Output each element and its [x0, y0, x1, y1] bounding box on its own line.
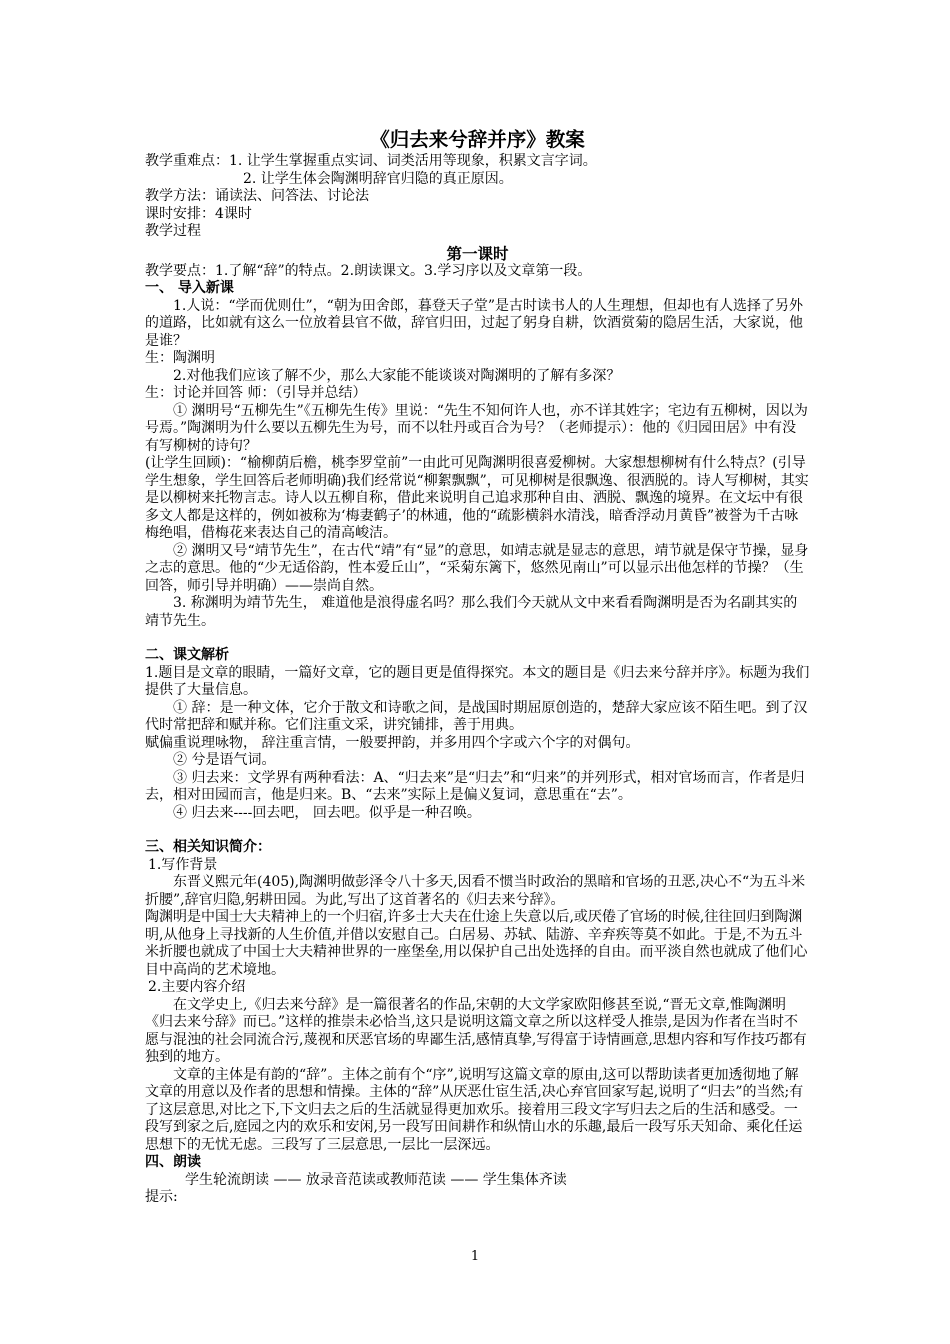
s3-paragraph: 2.主要内容介绍 — [148, 979, 246, 995]
s2-paragraph: 1.题目是文章的眼睛，一篇好文章，它的题目更是值得探究。本文的题目是《归去来兮辞并序》。标题为我们提供了大量信息。 — [145, 664, 810, 698]
s2-paragraph: ④ 归去来----回去吧， 回去吧。似乎是一种召唤。 — [173, 804, 481, 821]
s3-paragraph: 在文学史上,《归去来兮辞》是一篇很著名的作品,宋朝的大文学家欧阳修甚至说,“晋无文章,惟陶渊明《归去来兮辞》而已。”这样的推崇未必恰当,这只是说明这篇文章之所以这样受人推崇,是因为作者在当时不愿与混浊的社会同流合污,蔑视和厌恶官场的卑鄙生活,感情真挚,写得富于诗情画意,思想内容和写作技巧都有独到的地方。 — [145, 996, 807, 1065]
document-title: 《归去来兮辞并序》教案 — [370, 128, 585, 151]
document-page — [145, 128, 810, 1207]
s1-paragraph: ② 渊明又号“靖节先生”，在古代“靖”有“显”的意思，如靖志就是显志的意思，靖节就是保守节操，显身之志的意思。他的“少无适俗韵，性本爱丘山”，“采菊东篱下，悠然见南山”可以显示出他怎样的节操？（生回答，师引导并明确）——崇尚自然。 — [145, 542, 809, 594]
section-2-heading: 二、课文解析 — [145, 647, 229, 663]
meta-difficulty-2: 2. 让学生体会陶渊明辞官归隐的真正原因。 — [243, 170, 513, 187]
s4-paragraph: 提示: — [145, 1189, 178, 1205]
s3-paragraph: 1.写作背景 — [148, 856, 218, 873]
section-3-heading: 三、相关知识简介： — [145, 839, 271, 855]
s2-paragraph: ③ 归去来：文学界有两种看法：A、“归去来”是“归去”和“归来”的并列形式，相对官场而言，作者是归去，相对田园而言，他是归来。B、“去来”实际上是偏义复词，意思重在“去”。 — [145, 769, 805, 803]
section-4-heading: 四、朗读 — [145, 1154, 201, 1170]
s1-paragraph: (让学生回顾)：“榆柳荫后檐，桃李罗堂前”一由此可见陶渊明很喜爱柳树。大家想想柳树有什么特点？(引导学生想象，学生回答后老师明确)我们经常说“柳絮飘飘”，可见柳树是很飘逸、很洒脱的。诗人写柳树，其实是以柳树来托物言志。诗人以五柳自称，借此来说明自己追求那种自由、洒脱、飘逸的境界。在文坛中有很多文人都是这样的，例如被称为‘梅妻鹤子’的林逋，他的“疏影横斜水清浅，暗香浮动月黄昏”被誉为千古咏梅绝唱，借梅花来表达自己的清高峻洁。 — [145, 455, 809, 541]
s1-paragraph: 2.对他我们应该了解不少，那么大家能不能谈谈对陶渊明的了解有多深？ — [173, 367, 621, 384]
s2-paragraph: ② 兮是语气词。 — [173, 752, 276, 768]
spacer — [145, 822, 810, 839]
s3-paragraph: 东晋义熙元年(405),陶渊明做彭泽令八十多天,因看不惯当时政治的黑暗和官场的丑恶,决心不“为五斗米折腰”,辞官归隐,躬耕田园。为此,写出了这首著名的《归去来兮辞》。 — [145, 874, 806, 908]
lesson-points: 教学要点：1.了解“辞”的特点。2.朗读课文。3.学习序以及文章第一段。 — [145, 262, 592, 279]
s1-paragraph: 生：陶渊明 — [145, 350, 215, 366]
s2-paragraph: ① 辞：是一种文体，它介于散文和诗歌之间，是战国时期屈原创造的，楚辞大家应该不陌生吧。到了汉代时常把辞和赋并称。它们注重文采，讲究铺排，善于用典。 — [145, 699, 808, 733]
s3-paragraph: 陶渊明是中国士大夫精神上的一个归宿,许多士大夫在仕途上失意以后,或厌倦了官场的时候,往往回归到陶渊明,从他身上寻找新的人生价值,并借以安慰自己。白居易、苏轼、陆游、辛弃疾等莫不如此。于是,不为五斗米折腰也就成了中国士大夫精神世界的一座堡垒,用以保护自己出处选择的自由。而平淡自然也就成了他们心目中高尚的艺术境地。 — [145, 909, 808, 978]
s3-paragraph: 文章的主体是有韵的“辞”。主体之前有个“序”,说明写这篇文章的原由,这可以帮助读者更加透彻地了解文章的用意以及作者的思想和情操。主体的“辞”从厌恶仕宦生活,决心弃官回家写起,说明了“归去”的当然;有了这层意思,对比之下,下文归去之后的生活就显得更加欢乐。接着用三段文字写归去之后的生活和感受。一段写到家之后,庭园之内的欢乐和安闲,另一段写田间耕作和纵情山水的乐趣,最后一段写乐天知命、乘化任运思想下的无忧无虑。三段写了三层意思,一层比一层深远。 — [145, 1066, 804, 1153]
meta-schedule: 课时安排：4课时 — [145, 205, 252, 222]
s4-paragraph: 学生轮流朗读 —— 放录音范读或教师范读 —— 学生集体齐读 — [185, 1171, 567, 1188]
s1-paragraph: 3. 称渊明为靖节先生， 难道他是浪得虚名吗？那么我们今天就从文中来看看陶渊明是否为名副其实的靖节先生。 — [145, 595, 798, 629]
s2-paragraph: 赋偏重说理咏物， 辞注重言情，一般要押韵，并多用四个字或六个字的对偶句。 — [145, 734, 640, 751]
section-1-heading: 一、 导入新课 — [145, 280, 234, 296]
meta-methods: 教学方法：诵读法、问答法、讨论法 — [145, 188, 369, 204]
lesson-title: 第一课时 — [446, 243, 509, 263]
page-number: 1 — [470, 1249, 480, 1264]
s1-paragraph: 1.人说：“学而优则仕”，“朝为田舍郎，暮登天子堂”是古时读书人的人生理想，但却也有人选择了另外的道路，比如就有这么一位放着县官不做，辞官归田，过起了躬身自耕，饮酒赏菊的隐居生活，大家说，他是谁？ — [145, 297, 803, 349]
spacer — [145, 630, 810, 647]
meta-difficulty: 教学重难点：1. 让学生掌握重点实词、词类活用等现象，积累文言字词。 — [145, 153, 597, 169]
meta-process: 教学过程 — [145, 223, 201, 239]
s1-paragraph: ① 渊明号“五柳先生”《五柳先生传》里说：“先生不知何许人也，亦不详其姓字；宅边有五柳树，因以为号焉。”陶渊明为什么要以五柳先生为号，而不以牡丹或百合为号？（老师提示）：他的《归园田居》中有没有写柳树的诗句？ — [145, 402, 808, 454]
s1-paragraph: 生：讨论并回答 师：（引导并总结） — [145, 385, 367, 401]
